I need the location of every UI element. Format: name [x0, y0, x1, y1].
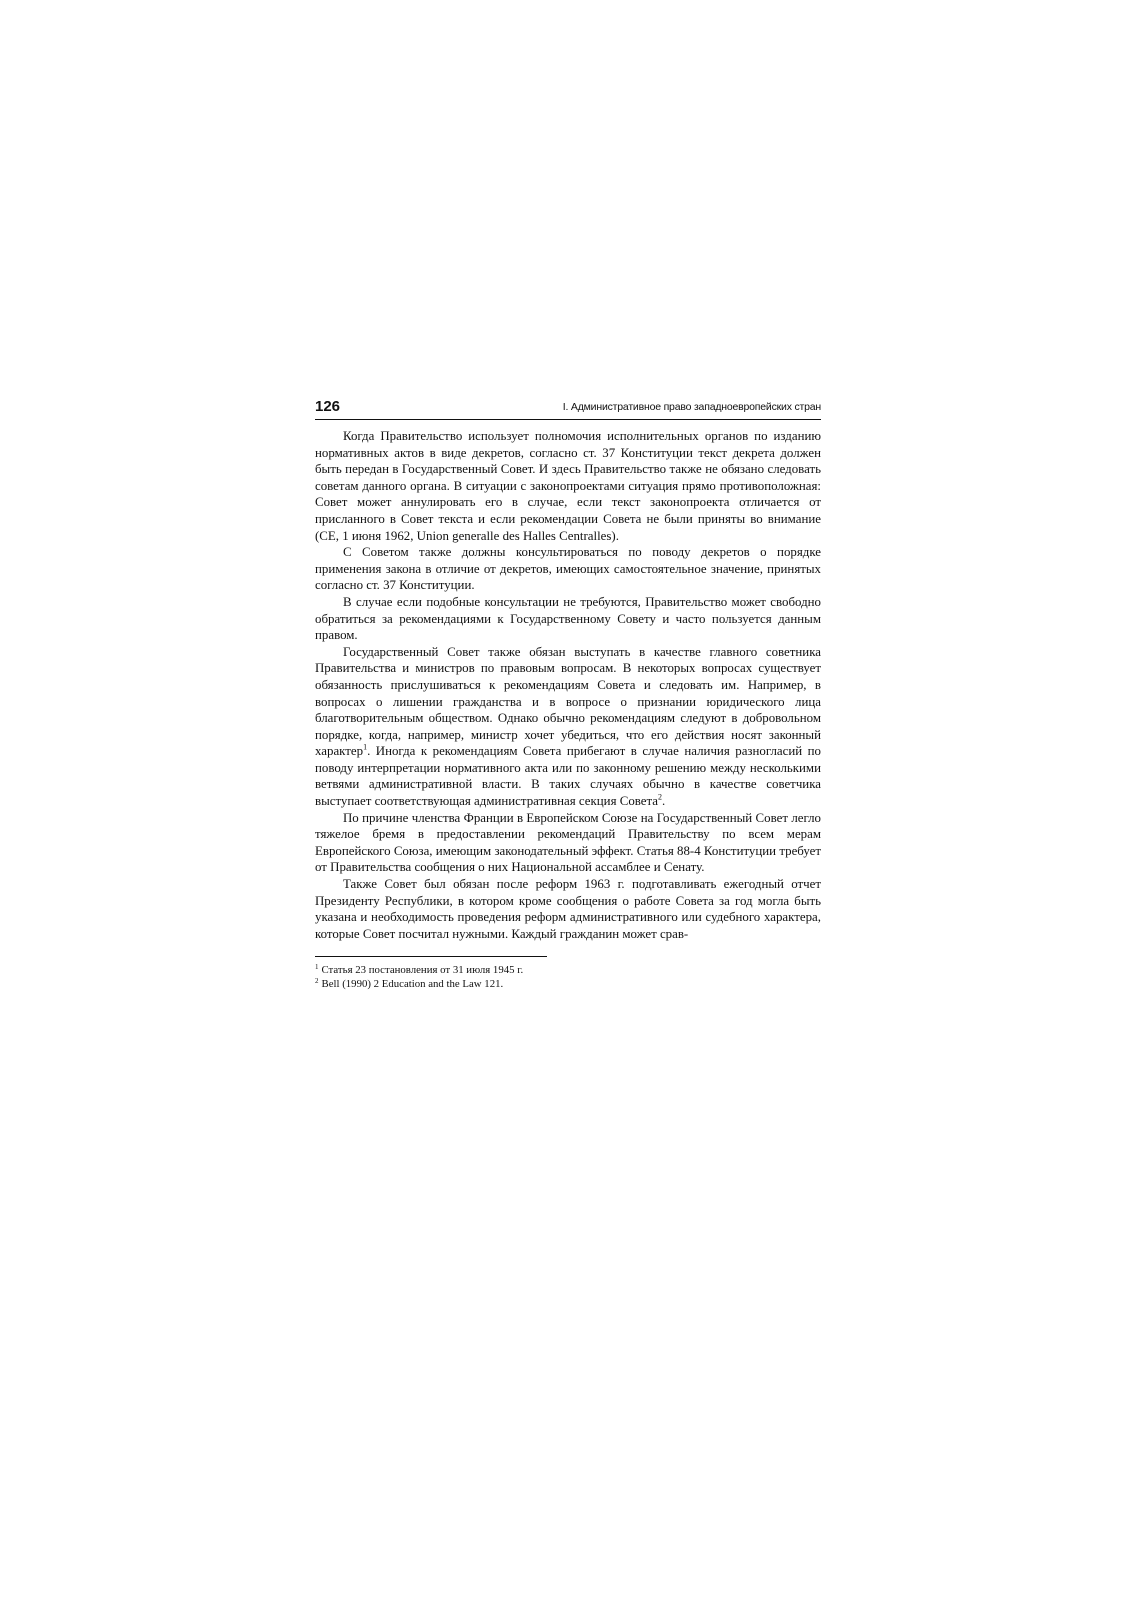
paragraph-text: . Иногда к рекомендациям Совета прибегают в случае наличия разногласий по поводу интерпретации нормативного акта или по законному решению между несколькими ветвями административной власти. В таких случаях обычно в качестве советчика выступает соответствующая административная секция Совета: [315, 744, 821, 809]
paragraph: Также Совет был обязан после реформ 1963 г. подготавливать ежегодный отчет Президенту Республики, в котором кроме сообщения о работе Совета за год могла быть указана и необходимость проведения реформ административного или судебного характера, которые Совет посчитал нужными. Каждый гражданин может срав-: [315, 877, 821, 941]
footnote-reference: 2: [658, 792, 663, 802]
footnote: [315, 963, 821, 977]
page-number: 126: [315, 398, 341, 415]
body-text: [315, 428, 821, 942]
footnote-mark: 1: [315, 962, 319, 971]
footnote-mark: 2: [315, 976, 319, 985]
footnote-text: Bell (1990) 2 Education and the Law 121.: [321, 978, 504, 991]
footnotes: [315, 963, 821, 991]
footnote-reference: 1: [363, 742, 368, 752]
paragraph: [315, 644, 821, 810]
paragraph: По причине членства Франции в Европейском Союзе на Государственный Совет легло тяжелое бремя в предоставлении рекомендаций Правительству по всем мерам Европейского Союза, имеющим законодательный эффект. Статья 88-4 Конституции требует от Правительства сообщения о них Национальной ассамблее и Сенату.: [315, 810, 821, 875]
footnote-text: Статья 23 постановления от 31 июля 1945 г.: [321, 964, 524, 977]
chapter-title: I. Административное право западноевропейских стран: [562, 401, 821, 413]
paragraph: Когда Правительство использует полномочия исполнительных органов по изданию нормативных актов в виде декретов, согласно ст. 37 Конституции текст декрета должен быть передан в Государственный Совет. И здесь Правительство также не обязано следовать советам данного органа. В ситуации с законопроектами ситуация прямо противоположная: Совет может аннулировать его в случае, если текст законопроекта отличается от присланного в Совет текста и если рекомендации Совета не были приняты во внимание (CE, 1 июня 1962, Union generalle des Halles Centralles).: [315, 429, 821, 543]
paragraph: В случае если подобные консультации не требуются, Правительство может свободно обратиться за рекомендациями к Государственному Совету и часто пользуется данным правом.: [315, 594, 821, 643]
paragraph-text: .: [662, 794, 666, 809]
paragraph: С Советом также должны консультироваться по поводу декретов о порядке применения закона в отличие от декретов, имеющих самостоятельное значение, принятых согласно ст. 37 Конституции.: [315, 545, 821, 593]
paragraph-text: Государственный Совет также обязан выступать в качестве главного советника Правительства и министров по правовым вопросам. В некоторых вопросах существует обязанность прислушиваться к рекомендациям Совета и следовать им. Например, в вопросах о лишении гражданства и в вопросе о признании юридического лица благотворительным обществом. Однако обычно рекомендациям следуют в добровольном порядке, когда, например, министр хочет убедиться, что его действия носят законный характер: [315, 644, 821, 759]
footnote: [315, 977, 821, 991]
footnote-divider: [315, 956, 547, 957]
running-head: [315, 398, 821, 420]
book-page: [315, 398, 821, 991]
